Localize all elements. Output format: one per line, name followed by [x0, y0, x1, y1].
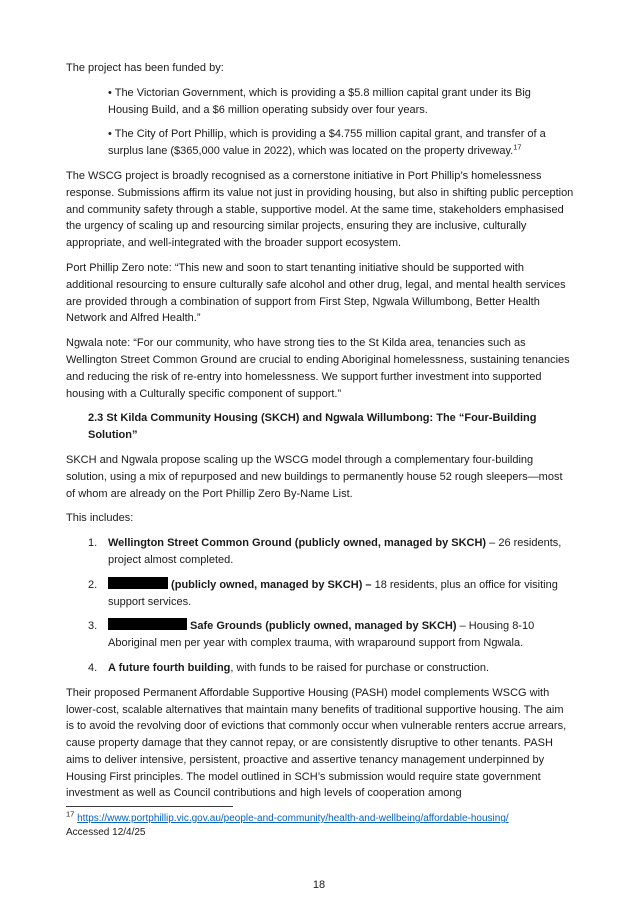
list-number: 3.	[88, 620, 98, 633]
list-item-fourth-building	[66, 660, 574, 677]
list-item-bold-text: Wellington Street Common Ground (publicly owned, managed by SKCH)	[108, 537, 487, 550]
list-item-redacted-building-2	[66, 577, 574, 611]
list-number: 4.	[88, 661, 98, 674]
list-number: 2.	[88, 578, 98, 591]
footnote-number: 17	[66, 809, 75, 819]
footnote-hyperlink[interactable]: https://www.portphillip.vic.gov.au/people-and-community/health-and-wellbeing/affordable-housing/	[77, 813, 509, 824]
list-item-bold-text: A future fourth building	[108, 661, 231, 674]
footnote-separator	[66, 806, 233, 807]
list-item-text: , with funds to be raised for purchase or construction.	[230, 661, 490, 674]
bullet-icon: •	[108, 128, 112, 141]
list-item-text: – 26 residents, project almost completed.	[108, 537, 562, 566]
list-item-bold-text: (publicly owned, managed by SKCH) –	[168, 578, 375, 591]
paragraph-funded-by: The project has been funded by:	[66, 62, 224, 74]
bullet-icon: •	[108, 86, 112, 99]
bullet-text: The Victorian Government, which is providing a $5.8 million capital grant under its Big Housing Build, and a $6 million operating subsidy over four years.	[108, 86, 531, 116]
list-item-text: 18 residents, plus an office for visiting support services.	[108, 578, 558, 608]
redaction-bar	[108, 618, 187, 630]
bullet-text: The City of Port Phillip, which is providing a $4.755 million capital grant, and transfer of a surplus lane ($365,000 value in 2022), which was located on the property driveway.	[108, 128, 546, 158]
paragraph-wscg-recognition: The WSCG project is broadly recognised as a cornerstone initiative in Port Phillip’s homelessness response. Submissions affirm its value not just in providing housing, but also in shifting public perception and community safety through a stable, supportive model. At the same time, stakeholders emphasised the urgency of scaling up and resourcing similar projects, ensuring they are inclusive, culturally appropriate, and well-integrated with the broader support ecosystem.	[66, 169, 574, 250]
paragraph-pash-model: Their proposed Permanent Affordable Supportive Housing (PASH) model complements WSCG with lower-cost, scalable alternatives that maintain many benefits of traditional supportive housing. The aim is to avoid the revolving door of evictions that commonly occur when vulnerable renters accrue arrears, cause property damage that they cannot repay, or are consistently disruptive to other tenants. PASH aims to deliver intensive, persistent, proactive and assertive tenancy management underpinned by Housing First principles. The model outlined in SCH’s submission would require state government investment as well as Council contributions and high levels of cooperation among	[66, 686, 567, 800]
page-number: 18	[312, 879, 326, 891]
footnote-reference-17: 17	[513, 142, 522, 152]
footnote-accessed-date: Accessed 12/4/25	[66, 827, 146, 838]
list-item-bold-text: Safe Grounds (publicly owned, managed by SKCH)	[187, 620, 457, 633]
paragraph-ngwala-quote: Ngwala note: “For our community, who have strong ties to the St Kilda area, tenancies such as Wellington Street Common Ground are crucial to ending Aboriginal homelessness, sustaining tenancies and reducing the risk of re-entry into homelessness. We support further investment into supported housing with a Culturally specific component of support.”	[66, 337, 570, 400]
list-number: 1.	[88, 537, 98, 550]
list-item-safe-grounds	[66, 618, 574, 652]
paragraph-skch-ngwala-proposal: SKCH and Ngwala propose scaling up the WSCG model through a complementary four-building solution, using a mix of repurposed and new buildings to permanently house 52 rough sleepers—most of whom are already on the Port Phillip Zero By-Name List.	[66, 453, 563, 500]
paragraph-port-phillip-zero-quote: Port Phillip Zero note: “This new and soon to start tenanting initiative should be supported with additional resourcing to ensure culturally safe alcohol and other drug, legal, and mental health services are provided through a combination of support from First Step, Ngwala Willumbong, Better Health Network and Alfred Health.”	[66, 261, 566, 325]
list-item-text: – Housing 8-10 Aboriginal men per year with complex trauma, with wraparound support from Ngwala.	[108, 620, 535, 650]
footnote-section	[66, 806, 574, 840]
section-heading-2-3: 2.3 St Kilda Community Housing (SKCH) and Ngwala Willumbong: The “Four-Building Solution”	[88, 412, 537, 442]
bullet-victorian-government	[66, 85, 574, 119]
bullet-city-of-port-phillip	[66, 126, 574, 160]
footnote-17	[66, 809, 574, 840]
redaction-bar	[108, 577, 168, 589]
document-body	[66, 60, 574, 810]
paragraph-this-includes: This includes:	[66, 512, 134, 525]
list-item-wellington-street	[66, 535, 574, 569]
